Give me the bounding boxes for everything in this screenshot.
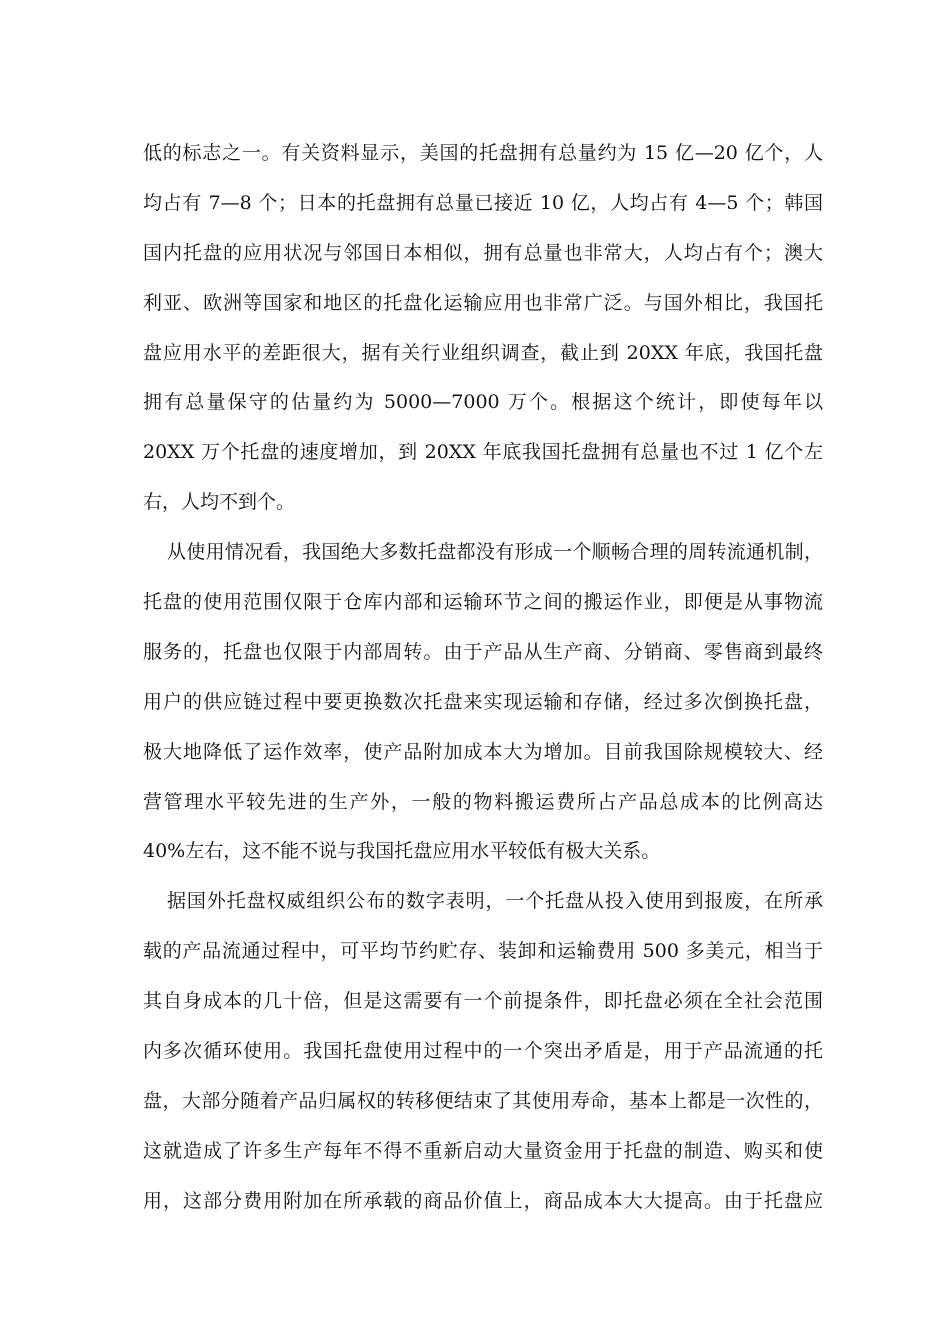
text-line: 20XX 万个托盘的速度增加，到 20XX 年底我国托盘拥有总量也不过 1 亿个左 — [143, 441, 823, 464]
paragraph-end-line: 40%左右，这不能不说与我国托盘应用水平较低有极大关系。 — [143, 840, 661, 863]
text-line: 国内托盘的应用状况与邻国日本相似，拥有总量也非常大，人均占有个；澳大 — [143, 241, 823, 264]
paragraph-start-line: 从使用情况看，我国绝大多数托盘都没有形成一个顺畅合理的周转流通机制， — [167, 541, 823, 564]
text-line: 用，这部分费用附加在所承载的商品价值上，商品成本大大提高。由于托盘应 — [143, 1189, 823, 1212]
text-line: 托盘的使用范围仅限于仓库内部和运输环节之间的搬运作业，即便是从事物流 — [143, 591, 823, 614]
text-line: 营管理水平较先进的生产外，一般的物料搬运费所占产品总成本的比例高达 — [143, 790, 823, 813]
text-line: 载的产品流通过程中，可平均节约贮存、装卸和运输费用 500 多美元，相当于 — [143, 940, 823, 963]
text-line: 低的标志之一。有关资料显示，美国的托盘拥有总量约为 15 亿—20 亿个，人 — [143, 142, 823, 164]
paragraph-end-line: 右，人均不到个。 — [143, 491, 296, 514]
text-line: 拥有总量保守的估量约为 5000—7000 万个。根据这个统计，即使每年以 — [143, 391, 823, 414]
text-line: 极大地降低了运作效率，使产品附加成本大为增加。目前我国除规模较大、经 — [143, 740, 823, 763]
text-line: 这就造成了许多生产每年不得不重新启动大量资金用于托盘的制造、购买和使 — [143, 1139, 823, 1162]
text-line: 均占有 7—8 个；日本的托盘拥有总量已接近 10 亿，人均占有 4—5 个；韩国 — [143, 191, 823, 214]
text-line: 其自身成本的几十倍，但是这需要有一个前提条件，即托盘必须在全社会范围 — [143, 990, 823, 1013]
text-line: 利亚、欧洲等国家和地区的托盘化运输应用也非常广泛。与国外相比，我国托 — [143, 291, 823, 314]
text-line: 盘应用水平的差距很大，据有关行业组织调查，截止到 20XX 年底，我国托盘 — [143, 341, 823, 364]
text-line: 盘，大部分随着产品归属权的转移便结束了其使用寿命，基本上都是一次性的， — [143, 1089, 823, 1112]
text-line: 用户的供应链过程中要更换数次托盘来实现运输和存储，经过多次倒换托盘， — [143, 690, 823, 713]
text-line: 服务的，托盘也仅限于内部周转。由于产品从生产商、分销商、零售商到最终 — [143, 640, 823, 663]
text-line: 内多次循环使用。我国托盘使用过程中的一个突出矛盾是，用于产品流通的托 — [143, 1040, 823, 1063]
paragraph-start-line: 据国外托盘权威组织公布的数字表明，一个托盘从投入使用到报废，在所承 — [167, 890, 823, 913]
body-text — [143, 134, 823, 1232]
